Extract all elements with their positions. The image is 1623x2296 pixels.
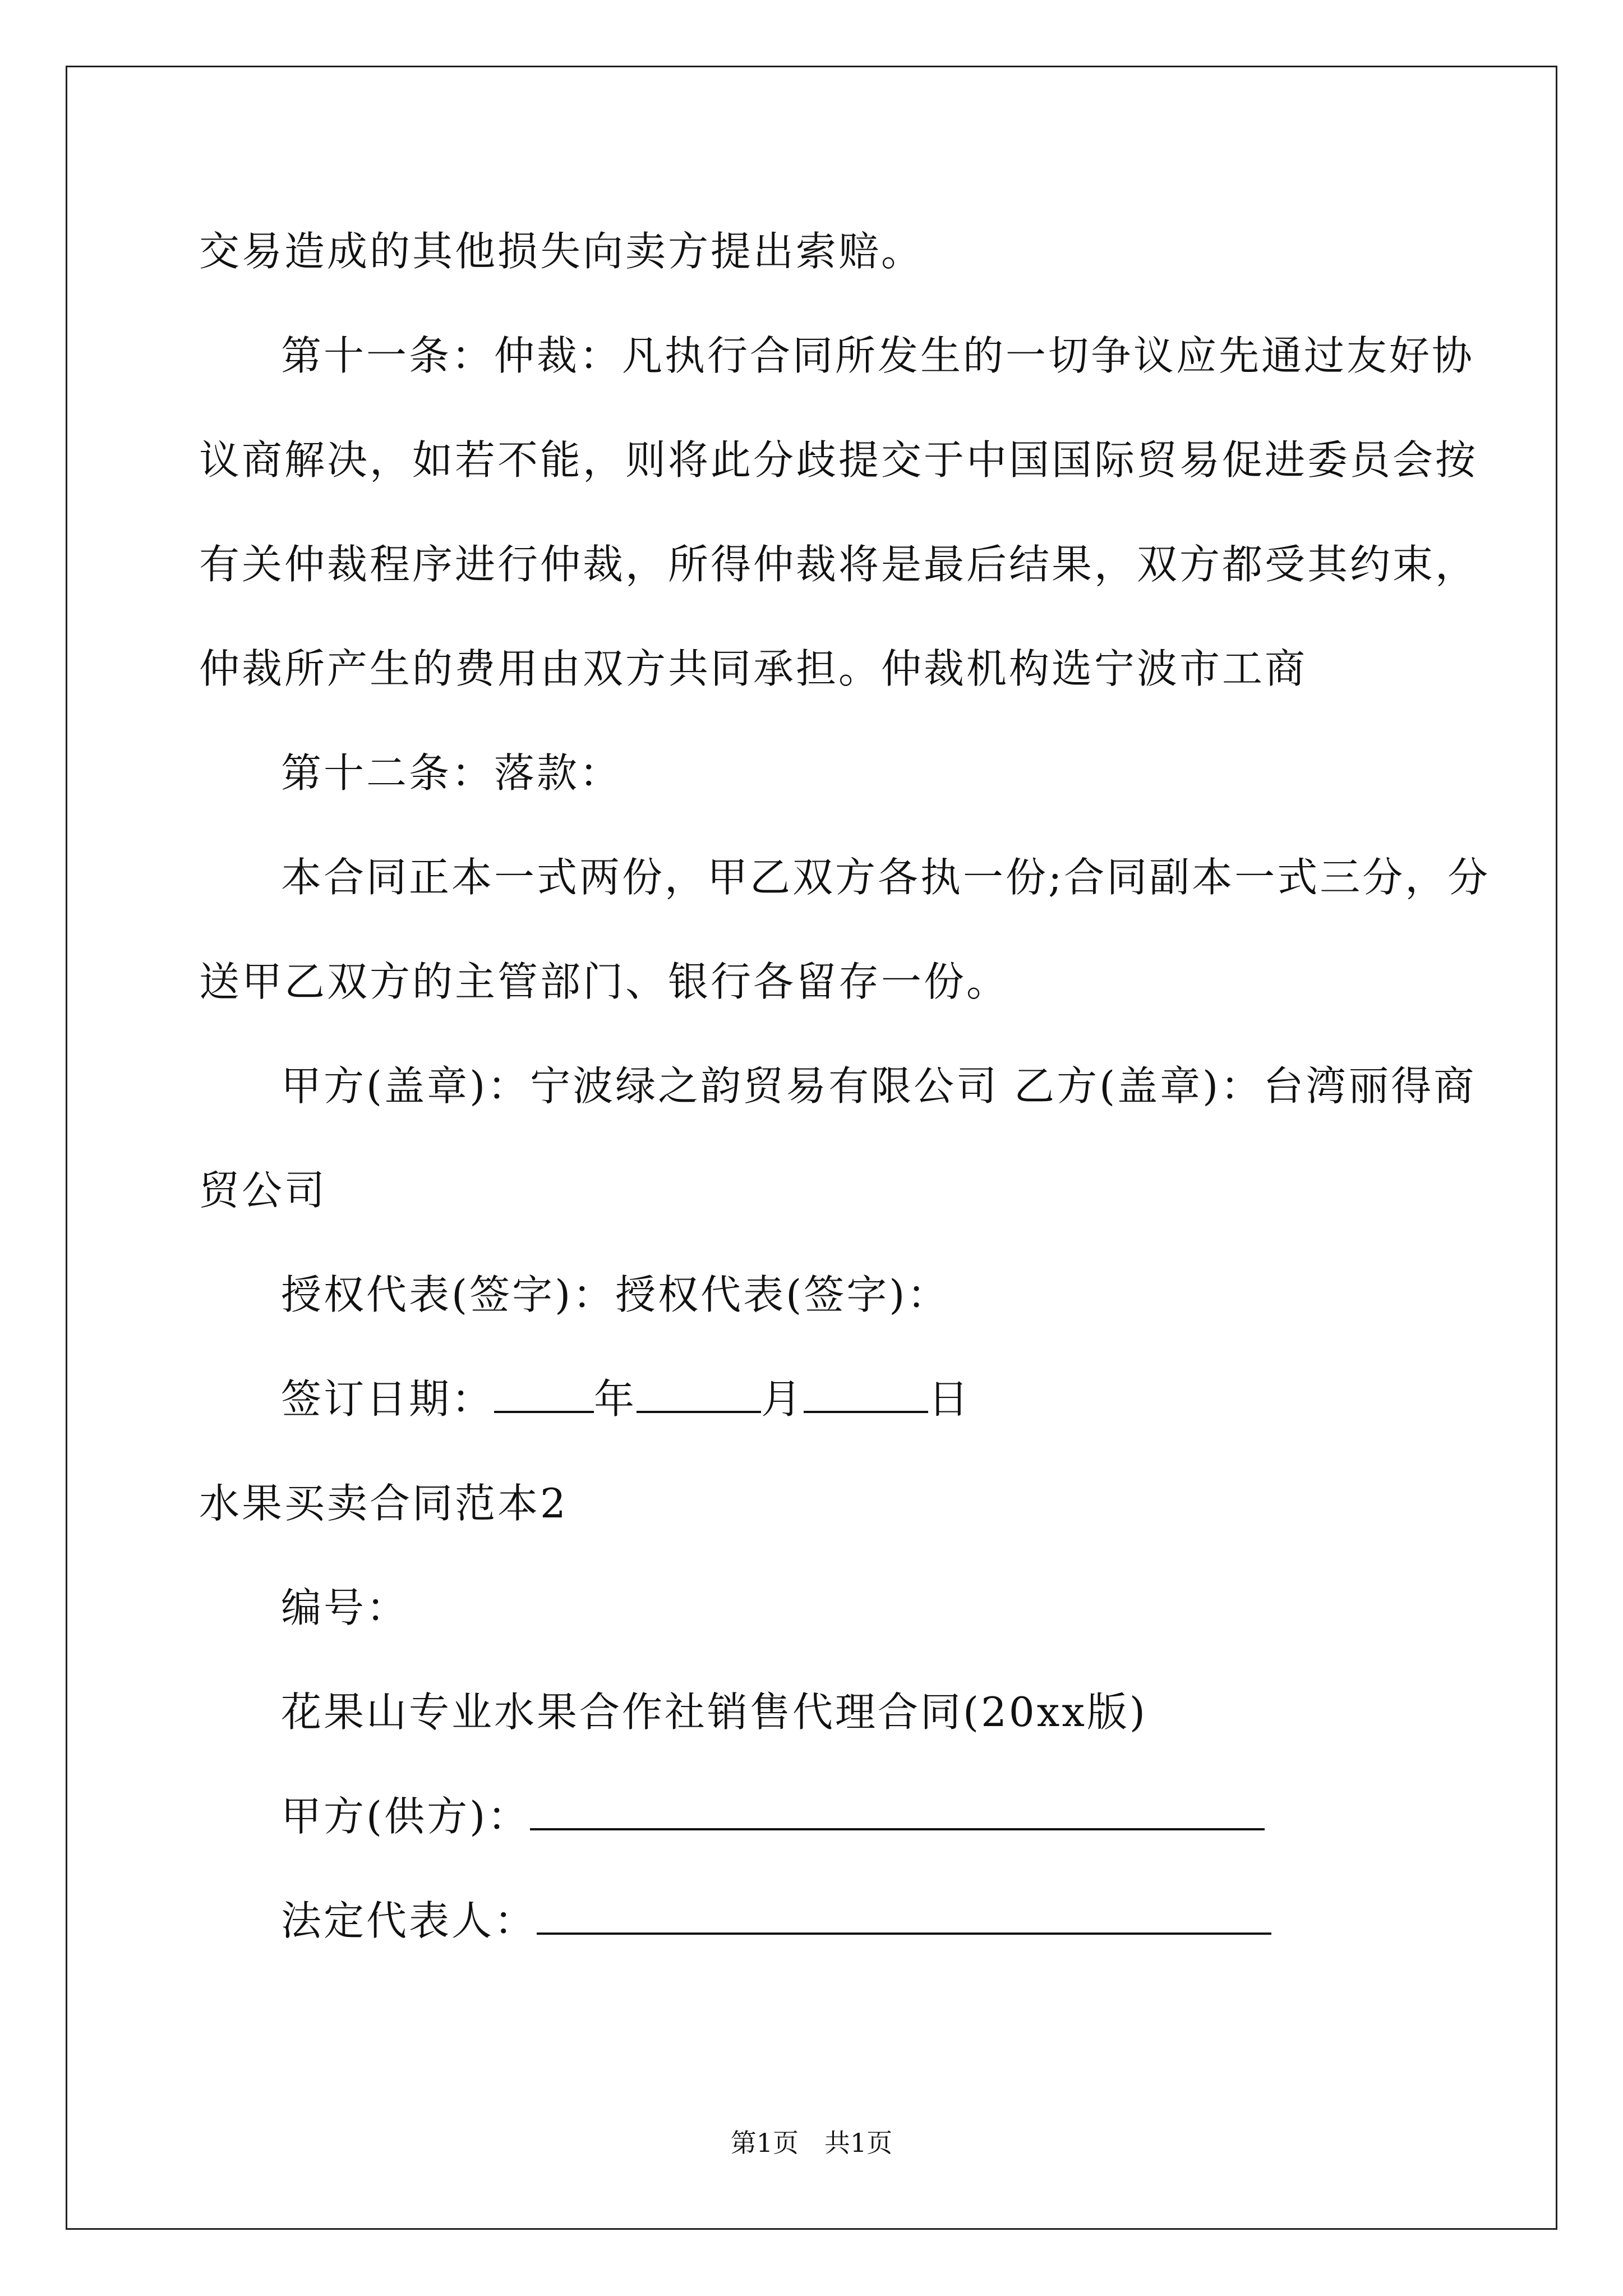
party-a-supplier-label: 甲方(供方)： — [281, 1793, 531, 1840]
paragraph-line: 送甲乙双方的主管部门、银行各留存一份。 — [199, 958, 1009, 1005]
article-11-line: 第十一条：仲裁：凡执行合同所发生的一切争议应先通过友好协 — [281, 332, 1475, 379]
legal-representative-blank — [537, 1898, 1271, 1935]
signing-date-label: 签订日期： — [281, 1375, 495, 1423]
document-body — [199, 199, 1491, 1973]
year-blank — [494, 1376, 594, 1413]
party-seal-line: 贸公司 — [199, 1167, 328, 1214]
article-12-heading: 第十二条：落款： — [281, 749, 623, 797]
month-label: 月 — [761, 1375, 804, 1423]
page-footer: 第1页 共1页 — [730, 2128, 893, 2158]
day-label: 日 — [928, 1375, 971, 1423]
paragraph-line: 有关仲裁程序进行仲裁，所得仲裁将是最后结果，双方都受其约束， — [199, 541, 1478, 588]
party-seal-line: 甲方(盖章)：宁波绿之韵贸易有限公司 乙方(盖章)：台湾丽得商 — [281, 1062, 1477, 1110]
paragraph-line: 本合同正本一式两份，甲乙双方各执一份;合同副本一式三分，分 — [281, 854, 1491, 901]
paragraph-line: 交易造成的其他损失向卖方提出索赔。 — [199, 228, 924, 275]
paragraph-line: 议商解决，如若不能，则将此分歧提交于中国国际贸易促进委员会按 — [199, 436, 1478, 484]
signing-date-line — [199, 1347, 1455, 1451]
party-a-supplier-blank — [530, 1793, 1265, 1830]
section-title: 水果买卖合同范本2 — [199, 1480, 568, 1527]
contract-number-line: 编号： — [281, 1584, 409, 1631]
legal-representative-label: 法定代表人： — [281, 1897, 537, 1944]
paragraph-line: 仲裁所产生的费用由双方共同承担。仲裁机构选宁波市工商 — [199, 645, 1308, 692]
party-a-supplier-line — [199, 1764, 1455, 1869]
authorized-signature-line: 授权代表(签字)：授权代表(签字)： — [281, 1271, 950, 1318]
contract-title-line: 花果山专业水果合作社销售代理合同(20xx版) — [281, 1688, 1148, 1736]
month-blank — [637, 1376, 761, 1413]
year-label: 年 — [594, 1375, 637, 1423]
day-blank — [804, 1376, 928, 1413]
legal-representative-line — [199, 1869, 1455, 1973]
